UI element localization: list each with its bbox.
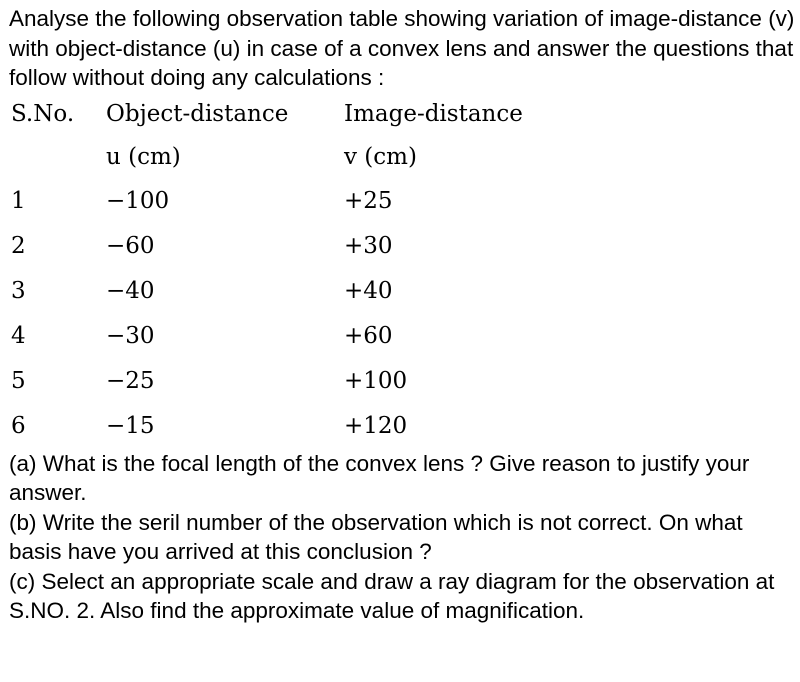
- unit-sno: [11, 136, 106, 179]
- cell-sno: 2: [11, 233, 26, 259]
- cell-object-distance: −60: [106, 233, 155, 259]
- cell-object-distance: −30: [106, 323, 155, 349]
- table-row: [11, 404, 644, 449]
- header-image-distance: Image-distance: [344, 101, 523, 127]
- question-c: (c) Select an appropriate scale and draw a ray diagram for the observation at S.NO. 2. Also find the approximate value of magnification.: [9, 568, 775, 623]
- cell-sno: 4: [11, 323, 26, 349]
- header-sno: S.No.: [11, 101, 75, 127]
- cell-image-distance: +25: [344, 188, 393, 214]
- table-units-row: [11, 136, 644, 179]
- unit-image-distance: v (cm): [344, 144, 417, 170]
- table-row: [11, 314, 644, 359]
- cell-object-distance: −40: [106, 278, 155, 304]
- cell-sno: 3: [11, 278, 26, 304]
- table-row: [11, 224, 644, 269]
- table-row: [11, 179, 644, 224]
- unit-object-distance: u (cm): [106, 144, 181, 170]
- observation-table: [11, 93, 644, 449]
- cell-sno: 6: [11, 413, 26, 439]
- questions: [9, 449, 792, 626]
- cell-image-distance: +120: [344, 413, 408, 439]
- cell-image-distance: +100: [344, 368, 408, 394]
- intro-text: Analyse the following observation table showing variation of image-distance (v) with object-distance (u) in case of a convex lens and answer the questions that follow without doing any calculations :: [9, 6, 795, 90]
- cell-image-distance: +40: [344, 278, 393, 304]
- question-a: (a) What is the focal length of the convex lens ? Give reason to justify your answer.: [9, 450, 750, 505]
- cell-image-distance: +60: [344, 323, 393, 349]
- cell-object-distance: −25: [106, 368, 155, 394]
- cell-sno: 1: [11, 188, 26, 214]
- table-header-row: [11, 93, 644, 136]
- question-b: (b) Write the seril number of the observation which is not correct. On what basis have you arrived at this conclusion ?: [9, 509, 743, 564]
- table-row: [11, 359, 644, 404]
- cell-object-distance: −15: [106, 413, 155, 439]
- header-object-distance: Object-distance: [106, 101, 289, 127]
- table-row: [11, 269, 644, 314]
- cell-object-distance: −100: [106, 188, 170, 214]
- cell-sno: 5: [11, 368, 26, 394]
- cell-image-distance: +30: [344, 233, 393, 259]
